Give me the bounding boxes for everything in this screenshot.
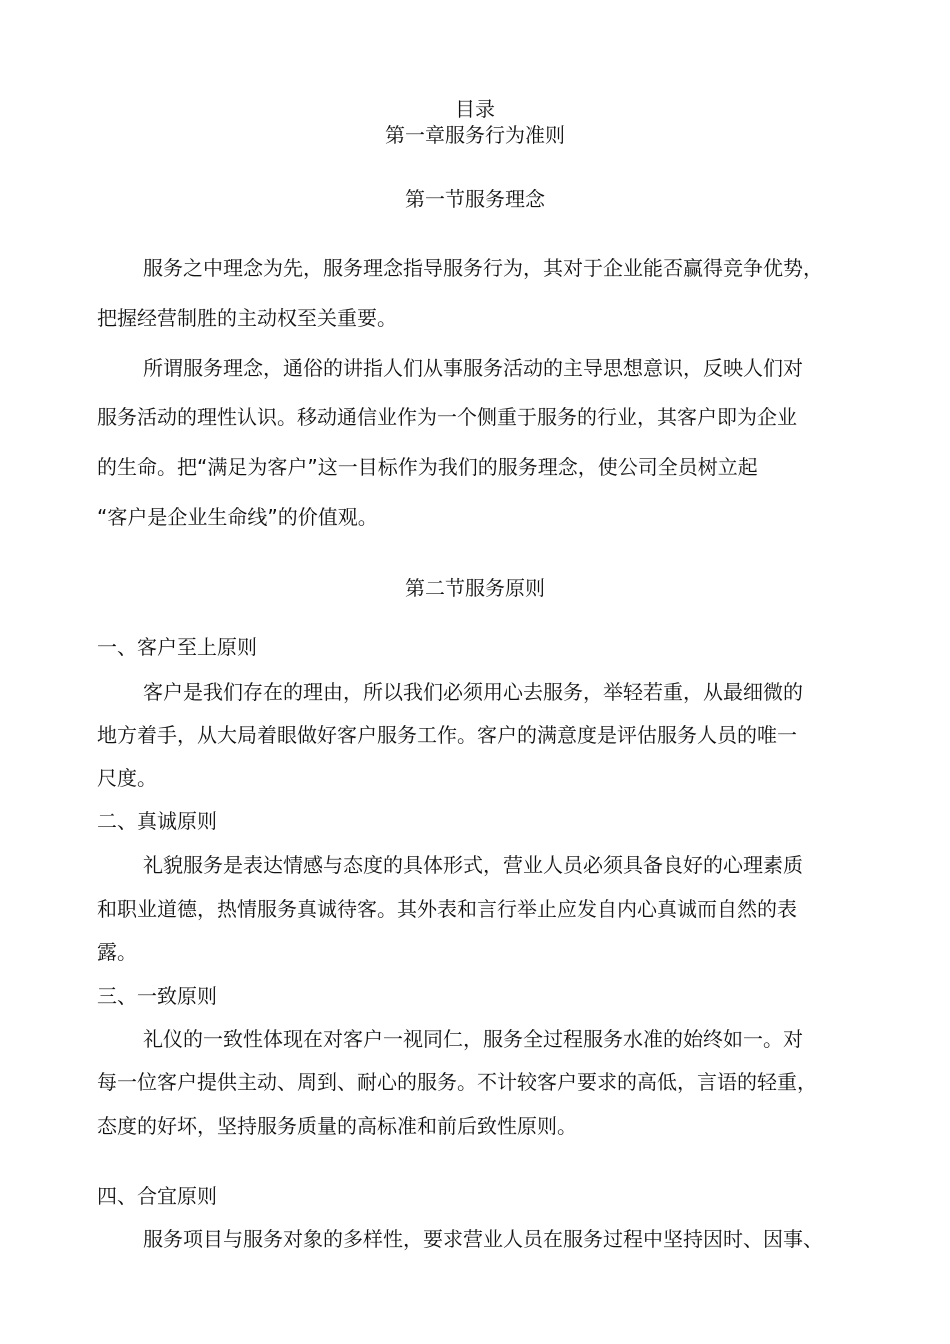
- paragraph-line: 把握经营制胜的主动权至关重要。: [97, 306, 397, 330]
- paragraph-line: 态度的好坏，坚持服务质量的高标准和前后致性原则。: [97, 1114, 577, 1138]
- paragraph-line: 地方着手，从大局着眼做好客户服务工作。客户的满意度是评估服务人员的唯一: [97, 723, 797, 747]
- paragraph-line: 礼貌服务是表达情感与态度的具体形式，营业人员必须具备良好的心理素质: [143, 853, 803, 877]
- paragraph-line: 礼仪的一致性体现在对客户一视同仁，服务全过程服务水准的始终如一。对: [143, 1027, 803, 1051]
- section-title: 第一节服务理念: [405, 187, 545, 211]
- paragraph-line: 服务之中理念为先，服务理念指导服务行为，其对于企业能否赢得竞争优势，: [143, 256, 823, 280]
- paragraph-line: 和职业道德，热情服务真诚待客。其外表和言行举止应发自内心真诚而自然的表: [97, 897, 797, 921]
- principle-heading: 二、真诚原则: [97, 809, 217, 833]
- paragraph-line: 所谓服务理念，通俗的讲指人们从事服务活动的主导思想意识，反映人们对: [143, 356, 803, 380]
- paragraph-line: 服务活动的理性认识。移动通信业作为一个侧重于服务的行业，其客户即为企业: [97, 405, 797, 429]
- paragraph-line: 露。: [97, 940, 137, 964]
- section-title: 第二节服务原则: [405, 576, 545, 600]
- principle-heading: 四、合宜原则: [97, 1184, 217, 1208]
- principle-heading: 三、一致原则: [97, 984, 217, 1008]
- paragraph-line: 服务项目与服务对象的多样性，要求营业人员在服务过程中坚持因时、因事、: [143, 1227, 823, 1251]
- principle-heading: 一、客户至上原则: [97, 635, 257, 659]
- paragraph-line: 的生命。把“满足为客户”这一目标作为我们的服务理念，使公司全员树立起: [97, 455, 758, 479]
- toc-title: 目录: [455, 97, 495, 121]
- chapter-title: 第一章服务行为准则: [385, 123, 565, 147]
- paragraph-line: 客户是我们存在的理由，所以我们必须用心去服务，举轻若重，从最细微的: [143, 680, 803, 704]
- paragraph-line: 尺度。: [97, 766, 157, 790]
- paragraph-line: 每一位客户提供主动、周到、耐心的服务。不计较客户要求的高低，言语的轻重，: [97, 1070, 817, 1094]
- paragraph-line: “客户是企业生命线”的价值观。: [97, 505, 378, 529]
